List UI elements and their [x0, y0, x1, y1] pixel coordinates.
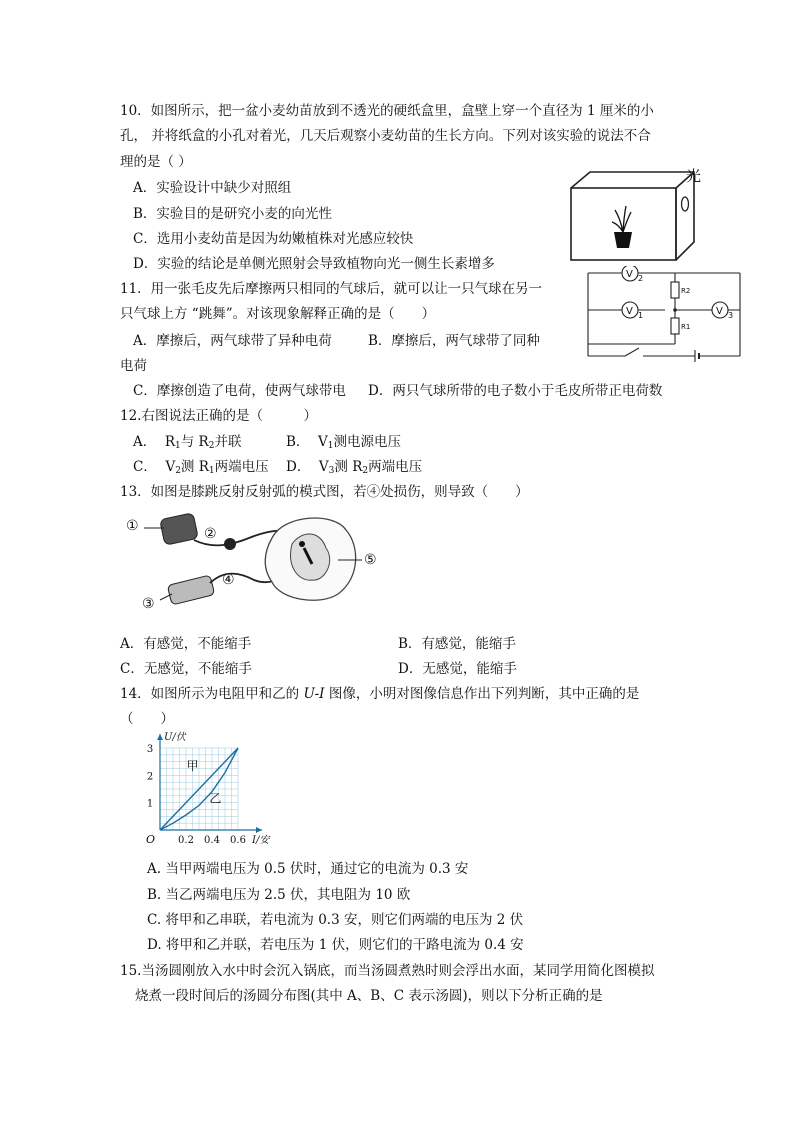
q13-stem: 13．如图是膝跳反射反射弧的模式图，若④处损伤，则导致（ ） [120, 484, 529, 500]
q13-option-c: C．无感觉，不能缩手 [120, 661, 252, 677]
q11-stem-line1: 11．用一张毛皮先后摩擦两只相同的气球后，就可以让一只气球在另一 [120, 281, 543, 297]
x-tick-label: 0.6 [230, 835, 246, 846]
label-1: ① [126, 518, 139, 534]
q10-option-d: D．实验的结论是单侧光照射会导致植物向光一侧生长素增多 [133, 256, 495, 272]
q12-option-a: A． $R_1$与 $R_2$并联 [133, 434, 242, 451]
x-axis-arrow [256, 827, 262, 833]
reflex-arc-diagram [124, 508, 389, 616]
label-5: ⑤ [364, 552, 377, 568]
voltmeter-v3-subscript: 3 [728, 311, 734, 320]
resistor-r2-label: R2 [681, 287, 691, 295]
q10-option-b: B．实验目的是研究小麦的向光性 [133, 206, 332, 222]
q11-option-b-continued: 电荷 [120, 358, 147, 374]
q12-option-b: B． $V_1$测电源电压 [286, 434, 401, 451]
x-tick-label: 0.2 [178, 835, 194, 846]
voltmeter-v2-label: V [626, 269, 633, 280]
series-label-0: 甲 [186, 758, 199, 773]
light-label: 光 [686, 168, 702, 185]
q15-stem-line1: 15.当汤圆刚放入水中时会沉入锅底，而当汤圆煮熟时则会浮出水面，某同学用简化图模拟 [120, 963, 655, 979]
y-tick-label: 2 [146, 771, 154, 783]
q13-option-b: B．有感觉，能缩手 [398, 636, 516, 652]
voltmeter-v3-label: V [716, 306, 723, 317]
q14-stem-paren: （ ） [120, 711, 174, 727]
q11-option-c: C．摩擦创造了电荷，使两气球带电 [133, 383, 346, 399]
series-label-1: 乙 [209, 791, 222, 806]
x-axis-label: I/安 [252, 835, 270, 846]
q14-option-d: D. 将甲和乙并联，若电压为 1 伏，则它们的干路电流为 0.4 安 [147, 937, 524, 953]
voltmeter-v1-subscript: 1 [638, 311, 644, 320]
voltmeter-v1-label: V [626, 306, 633, 317]
y-axis-arrow [157, 734, 163, 740]
x-tick-label: 0.4 [204, 835, 220, 846]
q10-option-a: A．实验设计中缺少对照组 [133, 180, 292, 196]
circuit-diagram [585, 266, 745, 366]
y-axis-label: U/伏 [164, 732, 186, 743]
y-tick-label: 3 [146, 744, 154, 755]
y-tick-label: 1 [146, 798, 154, 810]
q12-option-c: C． $V_2$测 $R_1$两端电压 [133, 459, 269, 476]
q13-option-a: A．有感觉，不能缩手 [120, 636, 252, 652]
origin-label: O [146, 833, 156, 846]
ui-chart [140, 728, 282, 854]
voltmeter-v2-subscript: 2 [638, 274, 644, 283]
label-2: ② [204, 526, 217, 542]
q12-stem: 12.右图说法正确的是（ ） [120, 408, 317, 424]
q12-option-d: D． $V_3$测 $R_2$两端电压 [286, 459, 423, 476]
label-4: ④ [222, 572, 235, 588]
q11-option-d: D．两只气球所带的电子数小于毛皮所带正电荷数 [368, 383, 663, 399]
q10-stem-line3: 理的是（ ） [120, 154, 192, 170]
q14-option-c: C. 将甲和乙串联，若电流为 0.3 安，则它们两端的电压为 2 伏 [147, 912, 524, 928]
q14-option-b: B. 当乙两端电压为 2.5 伏，其电阻为 10 欧 [147, 887, 411, 903]
q10-option-c: C．选用小麦幼苗是因为幼嫩植株对光感应较快 [133, 231, 414, 247]
q11-option-b: B．摩擦后，两气球带了同种 [368, 333, 540, 349]
q10-stem-line1: 10．如图所示，把一盆小麦幼苗放到不透光的硬纸盒里，盒壁上穿一个直径为 1 厘米的小 [120, 103, 654, 119]
q14-option-a: A. 当甲两端电压为 0.5 伏时，通过它的电流为 0.3 安 [147, 861, 469, 877]
q11-stem-line2: 只气球上方 “跳舞”。对该现象解释正确的是（ ） [120, 306, 436, 322]
wheat-box-figure [568, 168, 708, 264]
label-3: ③ [142, 596, 155, 612]
q14-stem-line1: 14．如图所示为电阻甲和乙的 U-I 图像，小明对图像信息作出下列判断，其中正确的是 [120, 686, 640, 702]
q11-option-a: A．摩擦后，两气球带了异种电荷 [133, 333, 332, 349]
resistor-r1-label: R1 [681, 323, 691, 331]
q13-option-d: D．无感觉，能缩手 [398, 661, 517, 677]
q15-stem-line2: 烧煮一段时间后的汤圆分布图(其中 A、B、C 表示汤圆)，则以下分析正确的是 [135, 988, 603, 1004]
q10-stem-line2: 孔， 并将纸盒的小孔对着光，几天后观察小麦幼苗的生长方向。下列对该实验的说法不合 [120, 128, 651, 144]
